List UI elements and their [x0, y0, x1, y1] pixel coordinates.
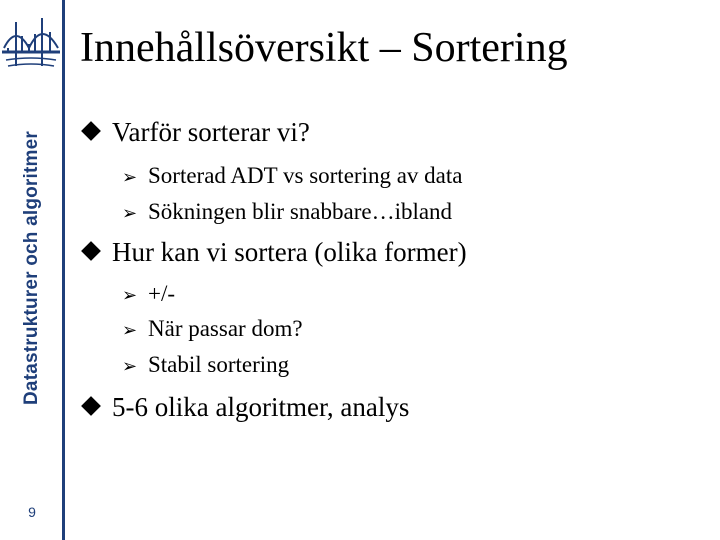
- bullet-item: [82, 237, 467, 268]
- sub-bullet-text: Sökningen blir snabbare…ibland: [148, 199, 453, 224]
- sub-bullet-item: [122, 316, 303, 342]
- arrow-bullet-icon: ➢: [122, 320, 138, 341]
- diamond-bullet-icon: [81, 396, 101, 416]
- bullet-text: 5-6 olika algoritmer, analys: [112, 392, 410, 422]
- course-title: Datastrukturer och algoritmer: [21, 130, 42, 405]
- sub-bullet-item: [122, 281, 175, 307]
- sub-bullet-item: [122, 352, 289, 378]
- sidebar-divider: [62, 0, 65, 540]
- bullet-item: [82, 392, 409, 423]
- bullet-item: [82, 117, 310, 148]
- sidebar-title-area: [10, 95, 54, 440]
- arrow-bullet-icon: ➢: [122, 203, 138, 224]
- sub-bullet-item: [122, 199, 452, 225]
- sidebar: [0, 0, 62, 540]
- sub-bullet-text: Sorterad ADT vs sortering av data: [148, 163, 463, 188]
- diamond-bullet-icon: [81, 241, 101, 261]
- sub-bullet-text: +/-: [148, 281, 176, 306]
- bullet-text: Varför sorterar vi?: [112, 117, 310, 147]
- sub-bullet-text: Stabil sortering: [148, 352, 290, 377]
- arrow-bullet-icon: ➢: [122, 285, 138, 306]
- sub-bullet-text: När passar dom?: [148, 316, 303, 341]
- diamond-bullet-icon: [81, 121, 101, 141]
- arrow-bullet-icon: ➢: [122, 167, 138, 188]
- arrow-bullet-icon: ➢: [122, 356, 138, 377]
- sub-bullet-item: [122, 163, 462, 189]
- bridge-logo-icon: [2, 14, 60, 76]
- page-number: 9: [28, 504, 36, 520]
- slide-title: Innehållsöversikt – Sortering: [80, 25, 568, 71]
- bullet-text: Hur kan vi sortera (olika former): [112, 237, 467, 267]
